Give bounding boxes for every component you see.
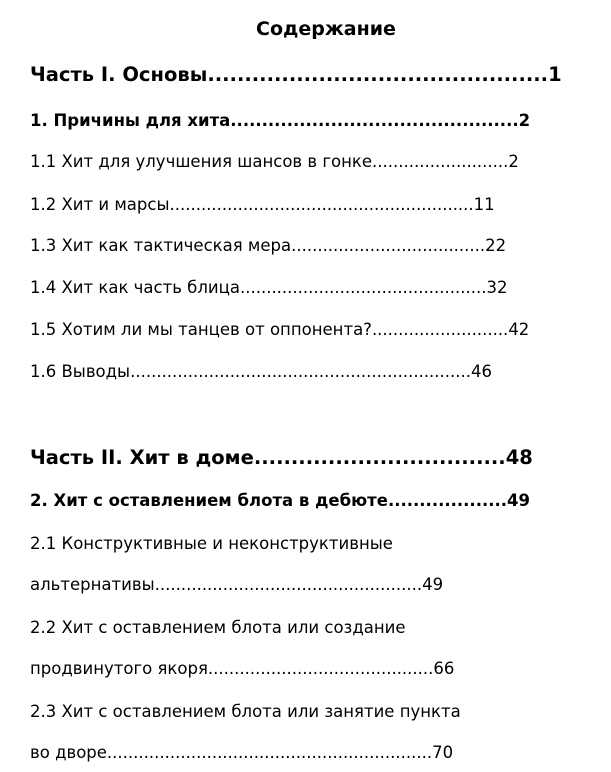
- toc-entry-section-2-3-line1[interactable]: [30, 698, 461, 726]
- toc-page-number: 48: [505, 446, 533, 469]
- toc-leader-dots: ...........................................: [207, 659, 434, 678]
- toc-leader-dots: ..........................................................: [169, 195, 474, 214]
- toc-entry-text: 2. Хит с оставлением блота в дебюте: [30, 491, 388, 510]
- toc-entry-part-1[interactable]: [30, 60, 584, 90]
- toc-entry-part-2[interactable]: [30, 443, 584, 473]
- toc-entry-section-2-1-line1[interactable]: [30, 530, 393, 558]
- toc-page-number: 46: [471, 362, 493, 381]
- toc-leader-dots: ..............................................................: [106, 743, 433, 762]
- toc-entry-text: 1.5 Хотим ли мы танцев от оппонента?: [30, 320, 372, 339]
- toc-page-number: 11: [473, 195, 495, 214]
- toc-leader-dots: ...................: [387, 491, 508, 510]
- toc-entry-text: Часть II. Хит в доме: [30, 446, 254, 469]
- toc-leader-dots: ...................................................: [154, 575, 423, 594]
- toc-entry-chapter-1[interactable]: [30, 107, 585, 135]
- toc-entry-section-1-3[interactable]: [30, 232, 585, 260]
- toc-leader-dots: .....................................: [291, 236, 486, 255]
- toc-entry-text: 1.2 Хит и марсы: [30, 195, 170, 214]
- toc-page-number: 1: [548, 63, 562, 86]
- toc-entry-text: 1. Причины для хита: [30, 111, 231, 130]
- toc-title: Содержание: [256, 18, 396, 40]
- toc-entry-text: Часть I. Основы: [30, 63, 208, 86]
- toc-page-number: 70: [432, 743, 454, 762]
- toc-entry-text: 1.6 Выводы: [30, 362, 131, 381]
- toc-entry-text: 2.1 Конструктивные и неконструктивные: [30, 534, 393, 553]
- toc-entry-text: продвинутого якоря: [30, 659, 208, 678]
- toc-entry-section-2-2[interactable]: [30, 655, 585, 683]
- toc-entry-text: 2.3 Хит с оставлением блота или занятие пункта: [30, 702, 461, 721]
- toc-entry-text: 1.1 Хит для улучшения шансов в гонке: [30, 152, 373, 171]
- toc-page-number: 49: [507, 491, 530, 510]
- toc-entry-section-2-2-line1[interactable]: [30, 614, 406, 642]
- toc-entry-text: во дворе: [30, 743, 107, 762]
- toc-entry-section-1-1[interactable]: [30, 148, 585, 176]
- toc-leader-dots: ...............................................: [239, 278, 487, 297]
- toc-entry-section-1-6[interactable]: [30, 358, 585, 386]
- toc-page-number: 2: [508, 152, 519, 171]
- toc-entry-text: 1.3 Хит как тактическая мера: [30, 236, 292, 255]
- toc-entry-section-1-2[interactable]: [30, 191, 585, 219]
- toc-leader-dots: ..................................: [253, 446, 506, 469]
- toc-page-number: 32: [486, 278, 508, 297]
- toc-entry-chapter-2[interactable]: [30, 487, 585, 515]
- toc-leader-dots: ..........................: [372, 152, 509, 171]
- toc-page-number: 22: [485, 236, 507, 255]
- toc-leader-dots: ..........................: [371, 320, 509, 339]
- toc-leader-dots: ..............................................: [230, 111, 519, 130]
- toc-entry-section-1-5[interactable]: [30, 316, 585, 344]
- toc-page-number: 42: [508, 320, 530, 339]
- toc-leader-dots: .................................................................: [130, 362, 472, 381]
- toc-entry-section-2-1[interactable]: [30, 571, 585, 599]
- toc-page-number: 2: [518, 111, 531, 130]
- toc-leader-dots: ..............................................: [207, 63, 549, 86]
- toc-entry-section-2-3[interactable]: [30, 739, 585, 767]
- toc-entry-text: 2.2 Хит с оставлением блота или создание: [30, 618, 406, 637]
- toc-page-number: 66: [433, 659, 455, 678]
- toc-page-number: 49: [422, 575, 444, 594]
- toc-entry-section-1-4[interactable]: [30, 274, 585, 302]
- toc-entry-text: альтернативы: [30, 575, 155, 594]
- toc-entry-text: 1.4 Хит как часть блица: [30, 278, 240, 297]
